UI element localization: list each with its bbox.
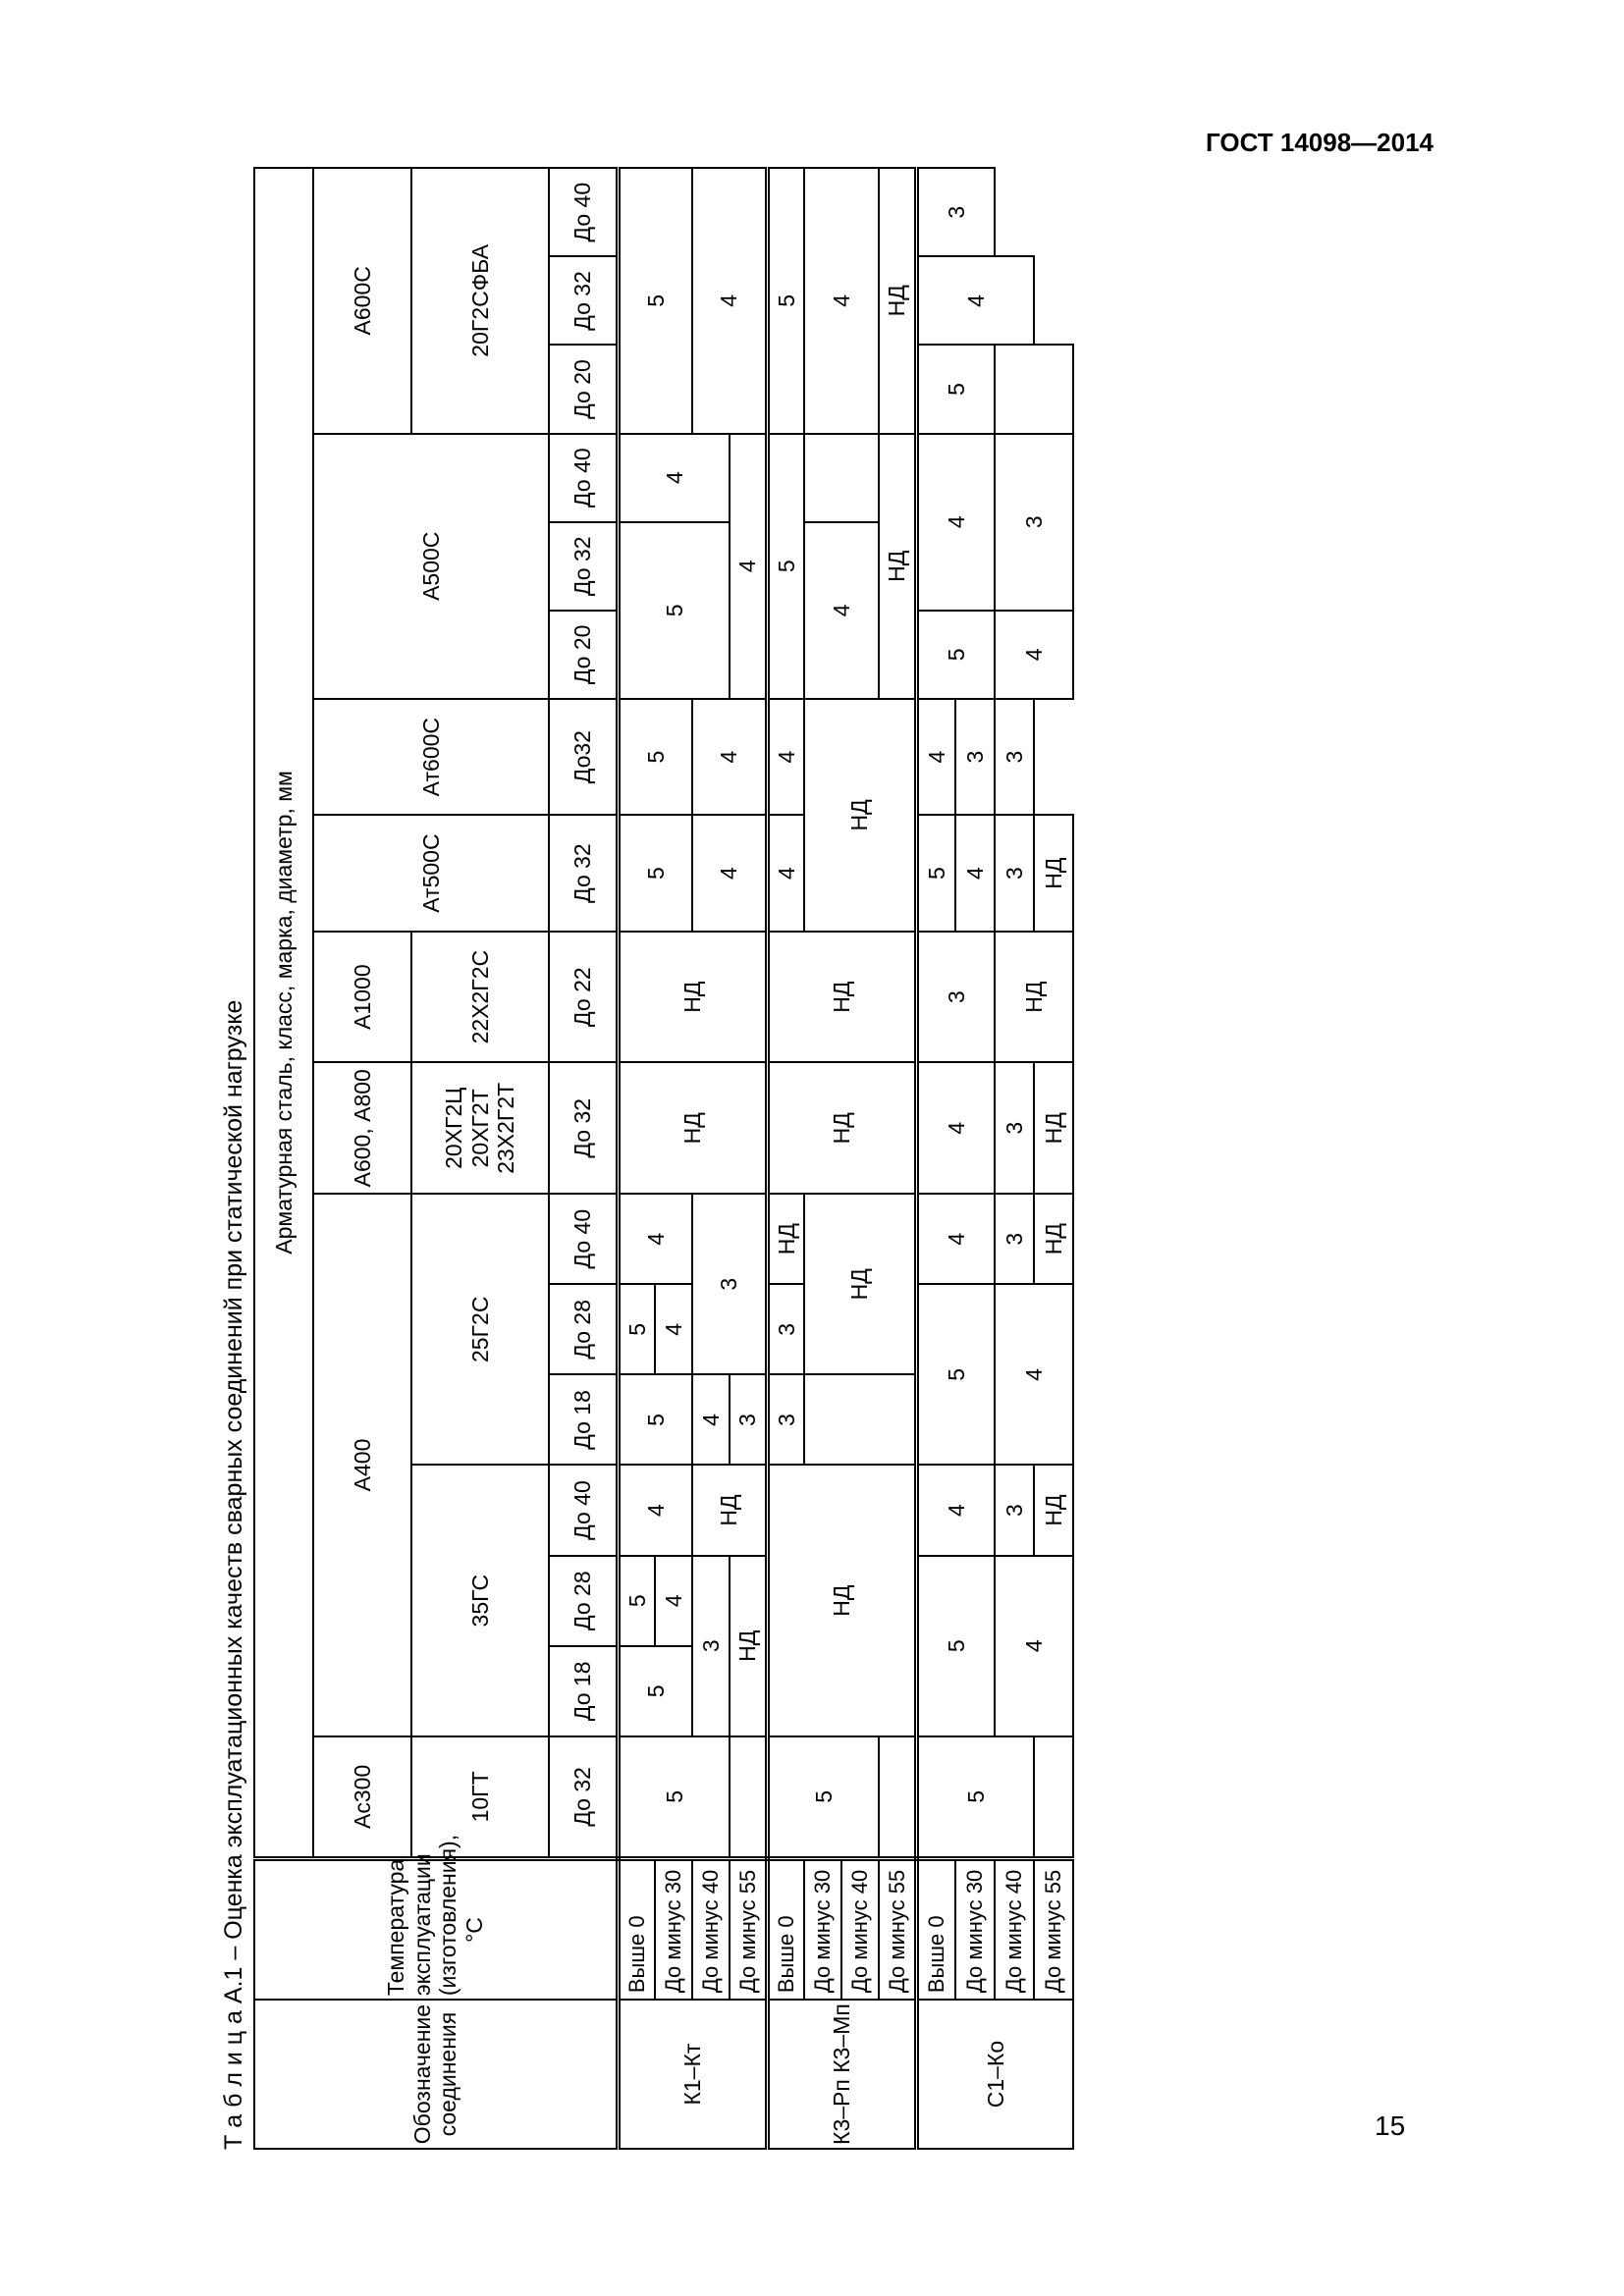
rating-cell: НД bbox=[1034, 1194, 1073, 1284]
temperature-cell: До минус 40 bbox=[995, 1858, 1034, 2000]
rating-cell: 4 bbox=[730, 434, 767, 699]
temperature-cell: Выше 0 bbox=[618, 1858, 655, 2000]
rating-cell: НД bbox=[804, 699, 916, 932]
temperature-cell: До минус 40 bbox=[841, 1858, 879, 2000]
rating-cell: 3 bbox=[995, 815, 1034, 931]
temperature-cell: До минус 40 bbox=[692, 1858, 730, 2000]
temperature-cell: До минус 30 bbox=[655, 1858, 692, 2000]
rating-cell: НД bbox=[995, 932, 1073, 1063]
rating-cell: 5 bbox=[618, 699, 692, 815]
rating-cell: НД bbox=[767, 932, 916, 1063]
rating-cell: 3 bbox=[995, 1465, 1034, 1555]
rating-cell: 4 bbox=[618, 1465, 692, 1555]
diameter-cell: До 22 bbox=[549, 932, 618, 1063]
rating-cell: 3 bbox=[692, 1556, 730, 1736]
rating-cell: НД bbox=[879, 434, 916, 699]
rating-cell: 4 bbox=[916, 256, 1034, 345]
rating-cell: НД bbox=[767, 1062, 916, 1194]
rating-cell bbox=[879, 1736, 916, 1859]
rating-cell: 4 bbox=[655, 1284, 692, 1374]
diameter-cell: До 20 bbox=[549, 611, 618, 699]
rating-cell: 5 bbox=[767, 1736, 879, 1859]
rating-cell: 5 bbox=[916, 1736, 1034, 1859]
rating-cell: 5 bbox=[916, 1556, 995, 1736]
rating-cell: 4 bbox=[692, 168, 767, 434]
temperature-column-header: Температура эксплуатации (изготовления), °С bbox=[254, 1858, 618, 2000]
rating-cell: 5 bbox=[767, 168, 804, 434]
rating-cell: НД bbox=[692, 1465, 767, 1555]
standard-header: ГОСТ 14098—2014 bbox=[1206, 128, 1434, 157]
rating-cell: 5 bbox=[618, 1374, 692, 1465]
class-a600c: А600С bbox=[313, 168, 411, 434]
rotated-table-block bbox=[214, 167, 1235, 2150]
rating-cell: 3 bbox=[767, 1374, 804, 1465]
rating-cell: 5 bbox=[916, 1284, 995, 1465]
temperature-cell: До минус 55 bbox=[1034, 1858, 1073, 2000]
rating-cell: 3 bbox=[995, 1062, 1034, 1194]
rating-cell: 4 bbox=[916, 1062, 995, 1194]
rating-cell: 4 bbox=[916, 699, 955, 815]
rating-cell: 5 bbox=[916, 345, 995, 433]
rating-cell: 4 bbox=[692, 815, 767, 931]
diameter-cell: До 40 bbox=[549, 1194, 618, 1284]
rating-cell: 5 bbox=[618, 1284, 655, 1374]
diameter-cell: До 32 bbox=[549, 815, 618, 931]
rating-cell: 3 bbox=[995, 1194, 1034, 1284]
rating-cell: 4 bbox=[804, 168, 879, 434]
rating-cell: 4 bbox=[804, 522, 879, 699]
diameter-cell: До 18 bbox=[549, 1374, 618, 1465]
rating-cell: 3 bbox=[995, 699, 1034, 815]
class-at500c: Ат500С bbox=[313, 815, 549, 931]
grade-25g2s: 25Г2С bbox=[411, 1194, 549, 1465]
diameter-cell: До 32 bbox=[549, 1062, 618, 1194]
diameter-cell: До 32 bbox=[549, 522, 618, 611]
rating-cell: 4 bbox=[995, 1556, 1073, 1736]
rating-cell: 5 bbox=[767, 434, 804, 699]
rating-cell: 4 bbox=[767, 699, 804, 815]
evaluation-table bbox=[253, 167, 1074, 2150]
rating-cell: 4 bbox=[916, 1465, 995, 1555]
rating-cell bbox=[730, 1736, 767, 1859]
rating-cell: 5 bbox=[618, 1556, 655, 1646]
temperature-cell: Выше 0 bbox=[916, 1858, 955, 2000]
diameter-cell: До 32 bbox=[549, 256, 618, 345]
temperature-cell: До минус 55 bbox=[730, 1858, 767, 2000]
diameter-cell: До 40 bbox=[549, 168, 618, 256]
rating-cell: НД bbox=[618, 932, 767, 1063]
rating-cell: 4 bbox=[955, 815, 995, 931]
rating-cell: 4 bbox=[995, 611, 1073, 699]
rating-cell: 5 bbox=[916, 815, 955, 931]
class-at600c: Ат600С bbox=[313, 699, 549, 815]
rating-cell: 5 bbox=[618, 1646, 692, 1736]
rating-cell bbox=[804, 434, 879, 522]
temperature-cell: До минус 30 bbox=[955, 1858, 995, 2000]
rating-cell bbox=[804, 1374, 916, 1465]
diameter-cell: До 40 bbox=[549, 434, 618, 522]
rating-cell: 4 bbox=[692, 699, 767, 815]
table-caption: Т а б л и ц а А.1 – Оценка эксплуатационных качеств сварных соединений при статической нагрузке bbox=[220, 999, 247, 2150]
grade-20g2sfba: 20Г2СФБА bbox=[411, 168, 549, 434]
page-number: 15 bbox=[1375, 2110, 1406, 2141]
rating-cell: НД bbox=[1034, 1062, 1073, 1194]
table-wrapper bbox=[253, 167, 1235, 2150]
rating-cell: 4 bbox=[618, 1194, 692, 1284]
joint-k3-rp-mp: К3–Рп К3–Мп bbox=[767, 2000, 916, 2149]
rating-cell: 5 bbox=[618, 1736, 730, 1859]
grade-20hg2c: 20ХГ2Ц 20ХГ2Т 23Х2Г2Т bbox=[411, 1062, 549, 1194]
temperature-cell: До минус 55 bbox=[879, 1858, 916, 2000]
temperature-cell: Выше 0 bbox=[767, 1858, 804, 2000]
joint-column-header: Обозначение соединения bbox=[254, 2000, 618, 2149]
diameter-cell: До 28 bbox=[549, 1284, 618, 1374]
rating-cell bbox=[1034, 1736, 1073, 1859]
rating-cell: 5 bbox=[618, 168, 692, 434]
rating-cell: НД bbox=[618, 1062, 767, 1194]
rating-cell: 5 bbox=[618, 815, 692, 931]
rating-cell: 3 bbox=[995, 434, 1073, 611]
rating-cell: НД bbox=[767, 1194, 804, 1284]
class-a400: А400 bbox=[313, 1194, 411, 1736]
rating-cell: НД bbox=[767, 1465, 916, 1735]
rating-cell: 5 bbox=[916, 611, 995, 699]
diameter-cell: До 40 bbox=[549, 1465, 618, 1555]
rating-cell: 3 bbox=[916, 168, 995, 256]
rating-cell: 4 bbox=[995, 1284, 1073, 1465]
joint-c1-ko: С1–Ко bbox=[916, 2000, 1073, 2149]
joint-k1-kt: К1–Кт bbox=[618, 2000, 767, 2149]
rating-cell: 4 bbox=[618, 434, 730, 522]
rating-cell: 4 bbox=[916, 434, 995, 611]
rating-cell bbox=[995, 345, 1073, 433]
diameter-cell: До 28 bbox=[549, 1556, 618, 1646]
class-a1000: А1000 bbox=[313, 932, 411, 1063]
class-a500c: А500С bbox=[313, 434, 549, 699]
rating-cell: 3 bbox=[916, 932, 995, 1063]
diameter-cell: До 18 bbox=[549, 1646, 618, 1736]
rating-cell: 3 bbox=[767, 1284, 804, 1374]
rating-cell: НД bbox=[1034, 815, 1073, 931]
rating-cell: 4 bbox=[692, 1374, 730, 1465]
class-a600-a800: А600, А800 bbox=[313, 1062, 411, 1194]
diameter-cell: До 32 bbox=[549, 1736, 618, 1859]
grade-35gs: 35ГС bbox=[411, 1465, 549, 1735]
rating-cell: 3 bbox=[730, 1374, 767, 1465]
grade-10gt: 10ГТ bbox=[411, 1736, 549, 1859]
rating-cell: 4 bbox=[916, 1194, 995, 1284]
rating-cell: НД bbox=[804, 1194, 916, 1374]
temperature-cell: До минус 30 bbox=[804, 1858, 841, 2000]
rating-cell: 4 bbox=[655, 1556, 692, 1646]
diameter-cell: До32 bbox=[549, 699, 618, 815]
rating-cell: НД bbox=[730, 1556, 767, 1736]
rating-cell: НД bbox=[1034, 1465, 1073, 1555]
rating-cell: 3 bbox=[955, 699, 995, 815]
steel-group-header: Арматурная сталь, класс, марка, диаметр, мм bbox=[254, 168, 313, 1858]
rating-cell: 5 bbox=[618, 522, 730, 699]
rating-cell: НД bbox=[879, 168, 916, 434]
class-ac300: Ас300 bbox=[313, 1736, 411, 1859]
rating-cell: 3 bbox=[692, 1194, 767, 1374]
grade-22h2g2s: 22Х2Г2С bbox=[411, 932, 549, 1063]
rating-cell: 4 bbox=[767, 815, 804, 931]
diameter-cell: До 20 bbox=[549, 345, 618, 433]
